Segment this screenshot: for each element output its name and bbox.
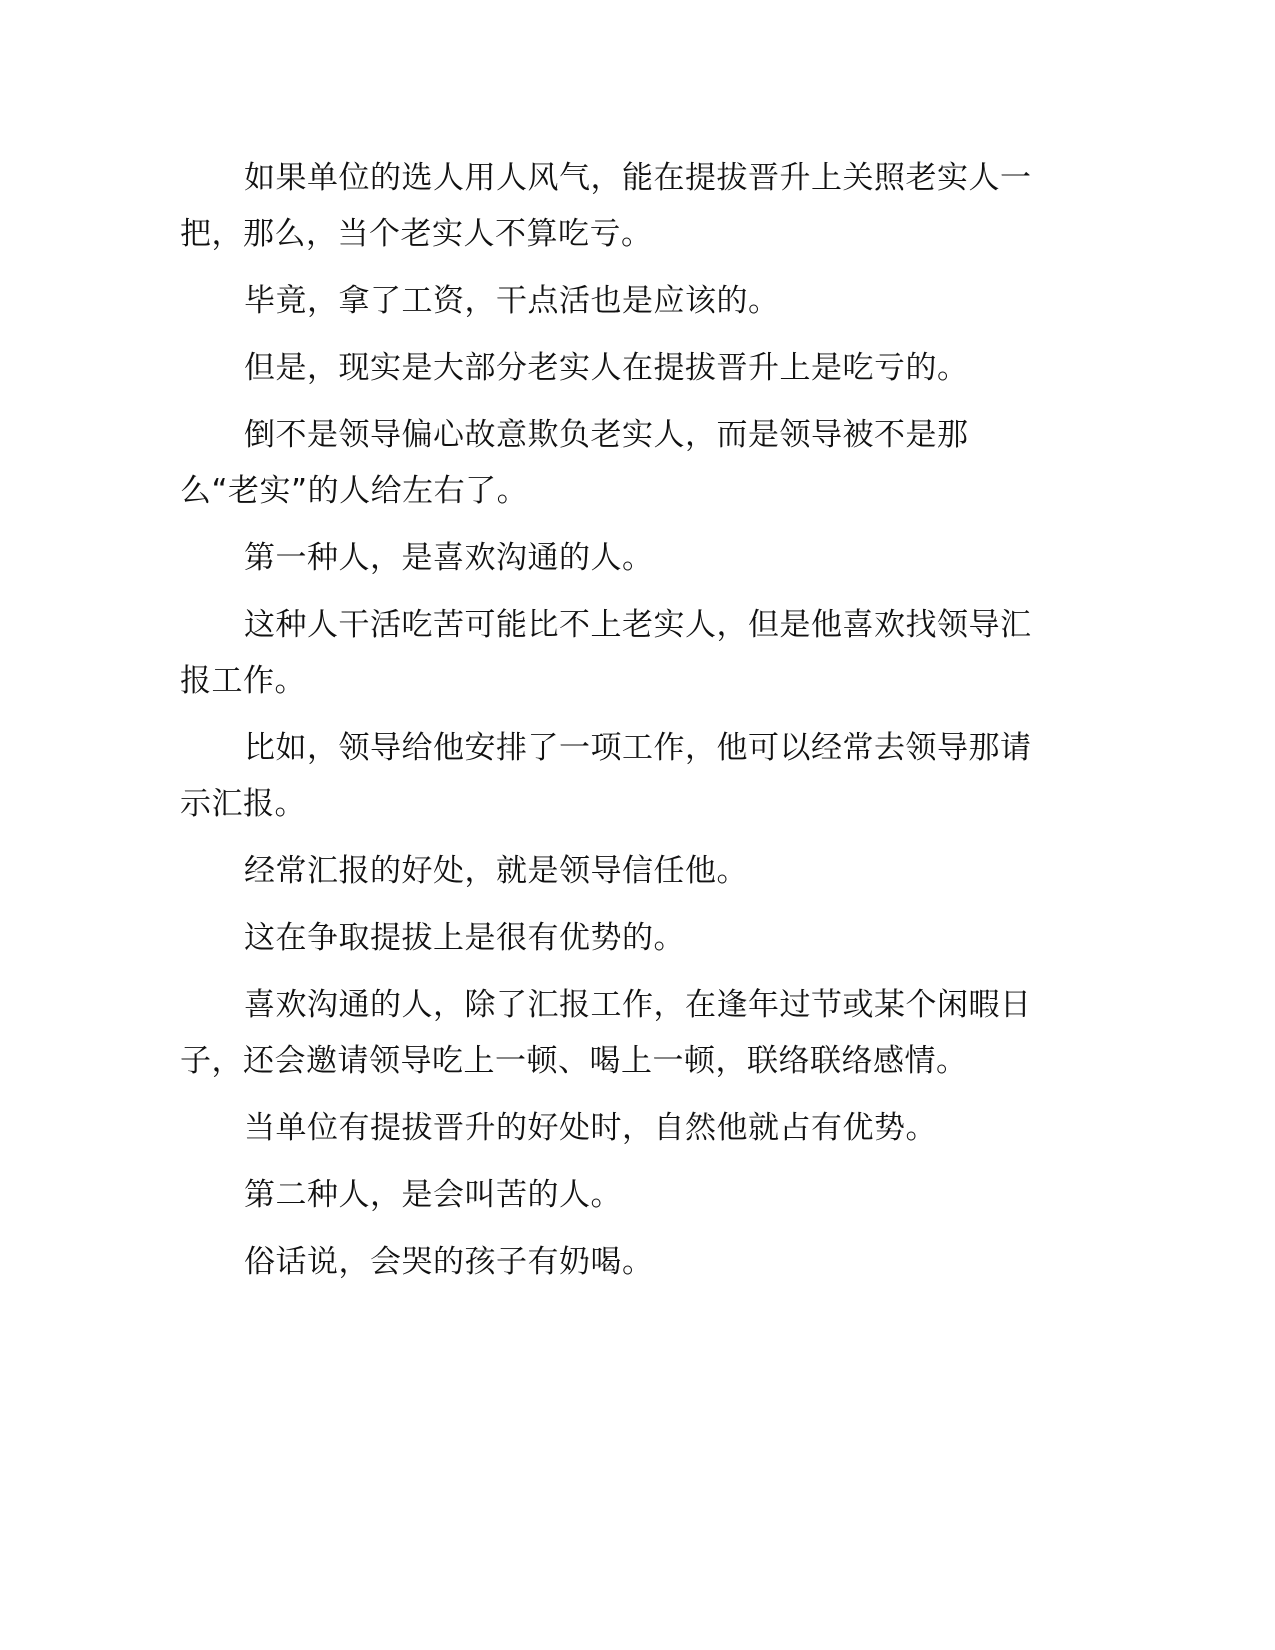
paragraph-4: 倒不是领导偏心故意欺负老实人，而是领导被不是那么“老实”的人给左右了。 — [180, 417, 969, 509]
paragraph-11: 当单位有提拔晋升的好处时，自然他就占有优势。 — [244, 1110, 937, 1146]
paragraph-12: 第二种人，是会叫苦的人。 — [244, 1177, 622, 1213]
paragraph-7: 比如，领导给他安排了一项工作，他可以经常去领导那请示汇报。 — [180, 730, 1032, 822]
paragraph-2: 毕竟，拿了工资，干点活也是应该的。 — [244, 283, 780, 319]
paragraph-5: 第一种人，是喜欢沟通的人。 — [244, 540, 654, 576]
paragraph-10: 喜欢沟通的人，除了汇报工作，在逢年过节或某个闲暇日子，还会邀请领导吃上一顿、喝上一顿，联络联络感情。 — [180, 987, 1032, 1079]
paragraph-1: 如果单位的选人用人风气，能在提拔晋升上关照老实人一把，那么，当个老实人不算吃亏。 — [180, 160, 1032, 252]
paragraph-13: 俗话说，会哭的孩子有奶喝。 — [244, 1244, 654, 1280]
paragraph-9: 这在争取提拔上是很有优势的。 — [244, 920, 685, 956]
paragraph-3: 但是，现实是大部分老实人在提拔晋升上是吃亏的。 — [244, 350, 969, 386]
paragraph-6: 这种人干活吃苦可能比不上老实人，但是他喜欢找领导汇报工作。 — [180, 607, 1032, 699]
document-body — [180, 150, 1040, 1301]
paragraph-8: 经常汇报的好处，就是领导信任他。 — [244, 853, 748, 889]
